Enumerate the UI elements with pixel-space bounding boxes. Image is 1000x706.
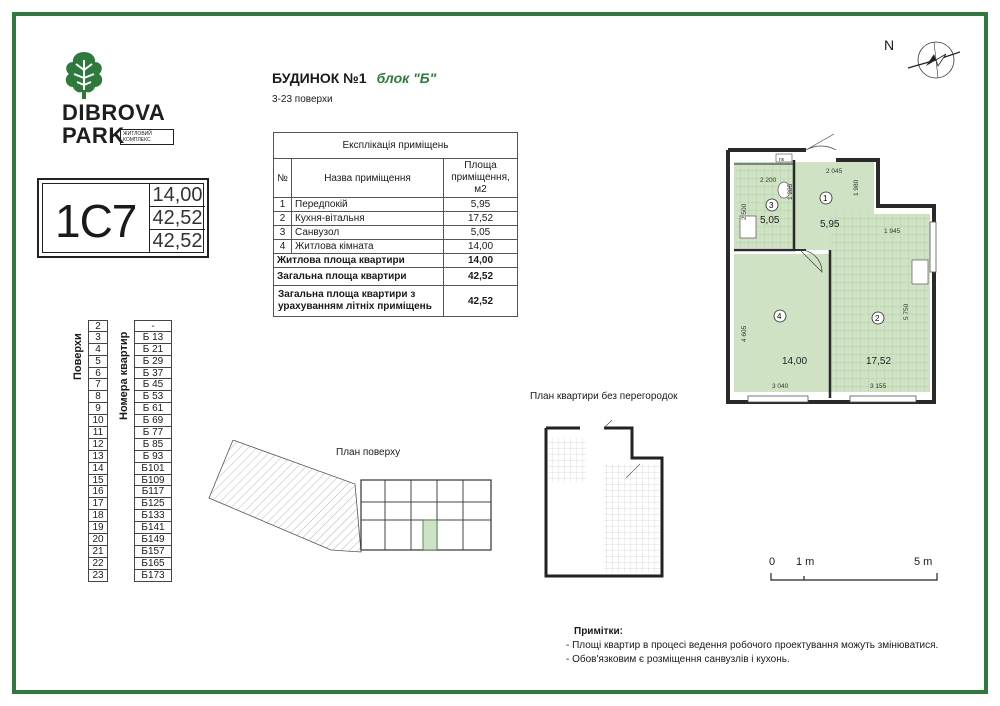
room-area: 5,05	[444, 226, 518, 240]
table-row	[274, 240, 518, 254]
floor-cell: 21	[88, 546, 108, 558]
room-area-4: 14,00	[782, 356, 808, 367]
dim-2500: 2 500	[741, 203, 748, 220]
table-row	[274, 212, 518, 226]
brand-word-1: DIBROVA	[62, 100, 166, 125]
building-title	[272, 70, 436, 86]
apartment-cell: Б125	[134, 498, 172, 510]
apartment-cell: Б133	[134, 510, 172, 522]
floor-cell: 4	[88, 344, 108, 356]
floor-cell: 17	[88, 498, 108, 510]
room-label-1: 1	[823, 194, 828, 203]
room-area-2: 17,52	[866, 356, 892, 367]
apartment-cell: Б 61	[134, 403, 172, 415]
scale-bar	[766, 556, 941, 586]
apartments-label: Номера квартир	[118, 331, 130, 420]
apartment-cell: Б 93	[134, 451, 172, 463]
col-area-header: Площа приміщення, м2	[444, 159, 518, 198]
apartment-cell: Б 69	[134, 415, 172, 427]
living-area-label: Житлова площа квартири	[274, 254, 444, 268]
note-item: - Обов'язковим є розміщення санвузлів і кухонь.	[566, 654, 790, 665]
no-partitions-label: План квартири без перегородок	[530, 391, 678, 402]
apartment-cell: Б 21	[134, 344, 172, 356]
dim-4605: 4 605	[741, 325, 748, 342]
apartment-cell: Б 29	[134, 356, 172, 368]
floor-cell: 8	[88, 391, 108, 403]
unit-box	[37, 178, 209, 258]
floor-cell: 18	[88, 510, 108, 522]
col-no-header: №	[274, 159, 292, 198]
room-area: 17,52	[444, 212, 518, 226]
room-area: 5,95	[444, 198, 518, 212]
dim-5750: 5 750	[903, 303, 910, 320]
unit-total-area-summer: 42,52	[149, 230, 205, 253]
table-row	[274, 226, 518, 240]
building-number: БУДИНОК №1	[272, 70, 367, 86]
floor-cell: 5	[88, 356, 108, 368]
floor-cell: 16	[88, 486, 108, 498]
dim-2045: 2 045	[826, 168, 843, 175]
room-no: 2	[274, 212, 292, 226]
notes	[566, 625, 938, 667]
apartment-cell: Б149	[134, 534, 172, 546]
building-floors: 3-23 поверхи	[272, 94, 333, 105]
dim-3155: 3 155	[870, 383, 887, 390]
floor-plan-label: План поверху	[336, 447, 401, 458]
apartment-cell: Б173	[134, 570, 172, 582]
apartment-cell: Б101	[134, 463, 172, 475]
room-area: 14,00	[444, 240, 518, 254]
compass-icon	[904, 38, 960, 84]
table-row	[274, 254, 518, 268]
dim-3040: 3 040	[772, 383, 789, 390]
apartment-cell: Б141	[134, 522, 172, 534]
table-row	[274, 286, 518, 317]
dim-1980: 1 980	[853, 179, 860, 196]
apartment-cell: Б 53	[134, 391, 172, 403]
room-no: 1	[274, 198, 292, 212]
note-item: - Площі квартир в процесі ведення робочого проектування можуть змінюватися.	[566, 640, 939, 651]
building-block: блок "Б"	[376, 70, 437, 86]
room-name: Житлова кімната	[292, 240, 444, 254]
apartment-cell: -	[134, 320, 172, 332]
apartment-cell: Б 37	[134, 368, 172, 380]
floor-cell: 20	[88, 534, 108, 546]
floor-plan	[205, 440, 495, 560]
notes-head: Примітки:	[574, 626, 623, 637]
scale-zero: 0	[769, 556, 776, 568]
total-area-label: Загальна площа квартири	[274, 268, 444, 286]
north-label: N	[884, 37, 895, 53]
apartment-cell: Б 45	[134, 379, 172, 391]
summer-area-value: 42,52	[444, 286, 518, 317]
scale-line	[770, 572, 938, 582]
table-row	[274, 268, 518, 286]
floor-cell: 12	[88, 439, 108, 451]
room-area-3: 5,05	[760, 215, 780, 226]
room-area-1: 5,95	[820, 219, 840, 230]
unit-code: 1С7	[55, 195, 137, 247]
dim-1285: 1 285	[787, 183, 794, 200]
floor-cell: 11	[88, 427, 108, 439]
floor-cell: 19	[88, 522, 108, 534]
apartment-plan	[724, 130, 940, 410]
scale-one: 1 m	[796, 556, 815, 568]
room-name: Передпокій	[292, 198, 444, 212]
explication-caption: Експлікація приміщень	[274, 133, 518, 159]
room-label-4: 4	[777, 312, 782, 321]
apartment-cell: Б 13	[134, 332, 172, 344]
dim-2200: 2 200	[760, 177, 777, 184]
apartment-cell: Б 77	[134, 427, 172, 439]
apartment-cell: Б157	[134, 546, 172, 558]
room-name: Санвузол	[292, 226, 444, 240]
room-name: Кухня-вітальня	[292, 212, 444, 226]
room-label-3: 3	[769, 201, 774, 210]
floor-cell: 7	[88, 379, 108, 391]
floor-cell: 13	[88, 451, 108, 463]
oak-leaf-icon	[62, 50, 106, 100]
summer-area-label: Загальна площа квартири з урахуванням літніх приміщень	[274, 286, 444, 317]
col-name-header: Назва приміщення	[292, 159, 444, 198]
floor-cell: 9	[88, 403, 108, 415]
brand-tagline: ЖИТЛОВИЙ КОМПЛЕКС	[120, 129, 174, 145]
total-area-value: 42,52	[444, 268, 518, 286]
room-label-2: 2	[875, 314, 880, 323]
apartment-cell: Б109	[134, 475, 172, 487]
unit-total-area: 42,52	[149, 207, 205, 230]
floor-cell: 2	[88, 320, 108, 332]
floor-cell: 23	[88, 570, 108, 582]
apartment-cell: Б 85	[134, 439, 172, 451]
floor-column	[88, 320, 108, 582]
apartment-cell: Б117	[134, 486, 172, 498]
unit-living-area: 14,00	[149, 184, 205, 207]
brand-word-2: PARK	[62, 123, 125, 148]
floor-cell: 3	[88, 332, 108, 344]
unit-box-inner	[42, 183, 204, 253]
explication-table	[273, 132, 518, 317]
floor-cell: 6	[88, 368, 108, 380]
apartment-column	[134, 320, 172, 582]
scale-five: 5 m	[914, 556, 933, 568]
dim-1945: 1 945	[884, 228, 901, 235]
floor-cell: 15	[88, 475, 108, 487]
floor-cell: 10	[88, 415, 108, 427]
room-no: 3	[274, 226, 292, 240]
apartment-cell: Б165	[134, 558, 172, 570]
floor-cell: 22	[88, 558, 108, 570]
floors-label: Поверхи	[72, 333, 84, 380]
floor-cell: 14	[88, 463, 108, 475]
living-area-value: 14,00	[444, 254, 518, 268]
room-no: 4	[274, 240, 292, 254]
mark-pk: пк	[779, 157, 784, 163]
plan-no-partitions	[540, 418, 670, 580]
table-row	[274, 198, 518, 212]
